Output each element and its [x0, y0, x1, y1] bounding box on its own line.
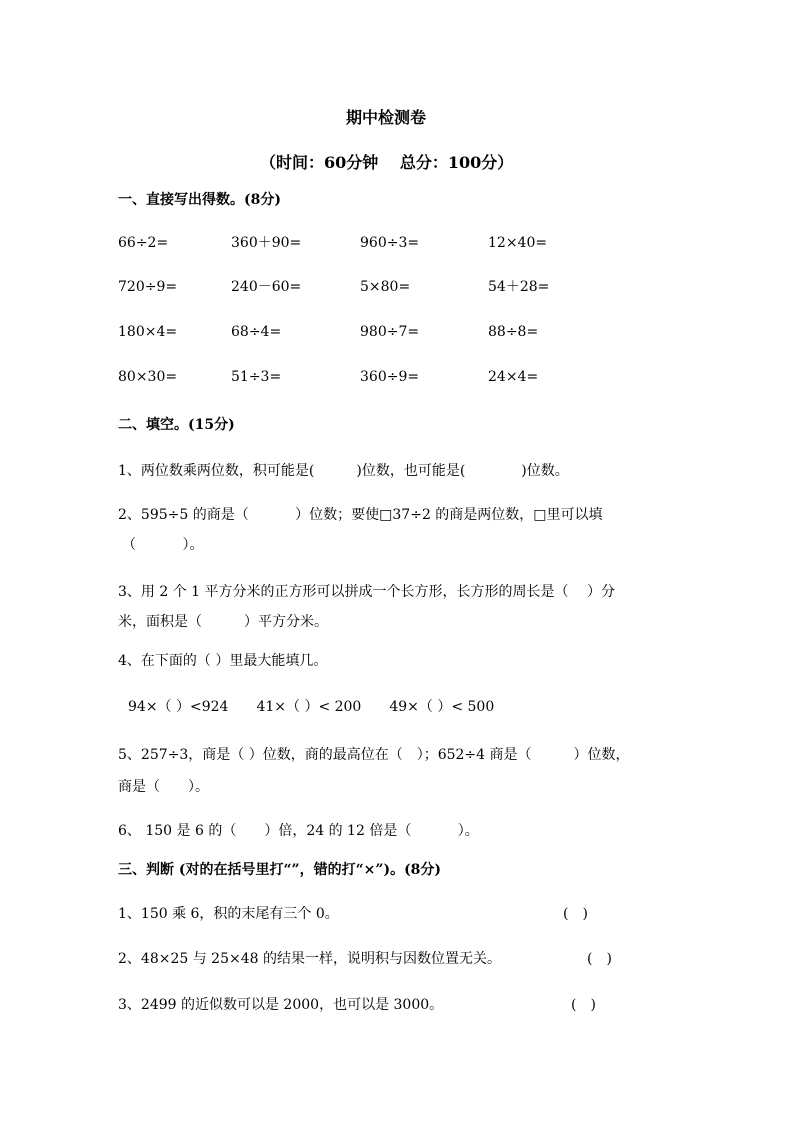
calc-item: 180×4=	[118, 324, 178, 340]
section3-heading: 三、判断 (对的在括号里打“”，错的打“×”)。(8分)	[118, 862, 442, 878]
judge-item: 2、48×25 与 25×48 的结果一样，说明积与因数位置无关。	[118, 951, 501, 967]
judge-item: 1、150 乘 6，积的末尾有三个 0。	[118, 906, 339, 922]
calc-item: 960÷3=	[360, 235, 420, 251]
calc-item: 360÷9=	[360, 369, 420, 385]
fill-question-4: 4、在下面的（ ）里最大能填几。	[118, 653, 328, 669]
fill-question-5-cont: 商是（ ）。	[118, 779, 209, 795]
fill-question-3: 3、用 2 个 1 平方分米的正方形可以拼成一个长方形，长方形的周长是（ ）分	[118, 584, 615, 600]
page-subtitle: （时间：60分钟 总分：100分）	[260, 153, 514, 172]
answer-bracket: ( )	[571, 997, 596, 1013]
fill-question-2-cont: （ ）。	[122, 537, 204, 553]
fill-question-5: 5、257÷3，商是（ ）位数，商的最高位在（ ）；652÷4 商是（ ）位数，	[118, 747, 630, 763]
fill-question-4-items: 94×（ ）<924 41×（ ）< 200 49×（ ）< 500	[128, 699, 495, 715]
answer-bracket: ( )	[587, 951, 612, 967]
calc-item: 240－60=	[231, 279, 302, 295]
fill-question-1: 1、两位数乘两位数，积可能是( )位数，也可能是( )位数。	[118, 463, 569, 479]
calc-item: 980÷7=	[360, 324, 420, 340]
fill-question-3-cont: 米，面积是（ ）平方分米。	[118, 614, 328, 630]
page-title: 期中检测卷	[346, 108, 427, 127]
fill-question-6: 6、 150 是 6 的（ ）倍，24 的 12 倍是（ ）。	[118, 823, 479, 839]
calc-item: 5×80=	[360, 279, 411, 295]
calc-item: 88÷8=	[488, 324, 539, 340]
fill-question-2: 2、595÷5 的商是（ ）位数；要使□37÷2 的商是两位数，□里可以填	[118, 507, 603, 523]
calc-item: 720÷9=	[118, 279, 178, 295]
section2-heading: 二、填空。(15分)	[118, 417, 235, 433]
calc-item: 80×30=	[118, 369, 178, 385]
calc-item: 360＋90=	[231, 235, 302, 251]
section1-heading: 一、直接写出得数。(8分)	[118, 192, 281, 208]
calc-item: 66÷2=	[118, 235, 169, 251]
calc-item: 54＋28=	[488, 279, 550, 295]
calc-item: 12×40=	[488, 235, 548, 251]
calc-item: 24×4=	[488, 369, 539, 385]
calc-item: 68÷4=	[231, 324, 282, 340]
answer-bracket: ( )	[563, 906, 588, 922]
calc-item: 51÷3=	[231, 369, 282, 385]
judge-item: 3、2499 的近似数可以是 2000，也可以是 3000。	[118, 997, 444, 1013]
